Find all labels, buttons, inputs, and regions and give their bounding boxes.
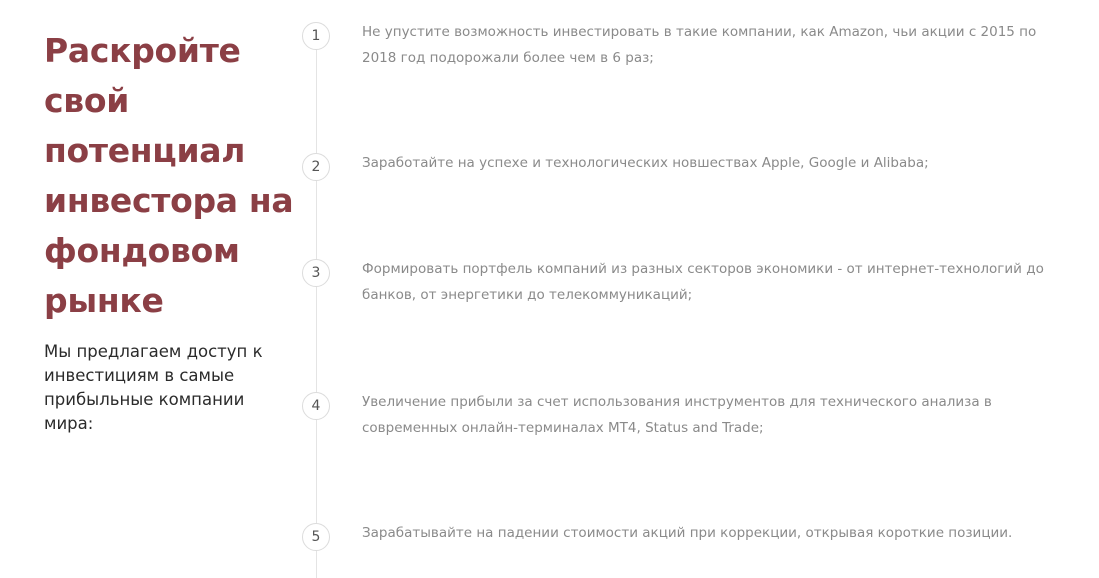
step-number-badge: 1: [302, 22, 330, 50]
step-item: [302, 22, 1082, 82]
step-text: Увеличение прибыли за счет использования инструментов для технического анализа в современных онлайн-терминалах MT4, Status and Trade;: [362, 394, 992, 436]
step-item: [302, 259, 1082, 319]
step-text: Заработайте на успехе и технологических новшествах Apple, Google и Alibaba;: [362, 155, 929, 171]
step-number-badge: 4: [302, 392, 330, 420]
step-text: Формировать портфель компаний из разных секторов экономики - от интернет-технологий до банков, от энергетики до телекоммуникаций;: [362, 261, 1044, 303]
step-item: [302, 523, 1082, 578]
step-number-badge: 5: [302, 523, 330, 551]
intro-subtext: Мы предлагаем доступ к инвестициям в самые прибыльные компании мира:: [44, 342, 263, 433]
intro-column: [44, 26, 294, 436]
step-text: Зарабатывайте на падении стоимости акций при коррекции, открывая короткие позиции.: [362, 525, 1013, 541]
step-item: [302, 153, 1082, 213]
step-item: [302, 392, 1082, 452]
step-number-badge: 2: [302, 153, 330, 181]
step-text: Не упустите возможность инвестировать в такие компании, как Amazon, чьи акции с 2015 по 2018 год подорожали более чем в 6 раз;: [362, 24, 1037, 66]
step-number-badge: 3: [302, 259, 330, 287]
headline: Раскройте свой потенциал инвестора на фондовом рынке: [44, 31, 294, 320]
